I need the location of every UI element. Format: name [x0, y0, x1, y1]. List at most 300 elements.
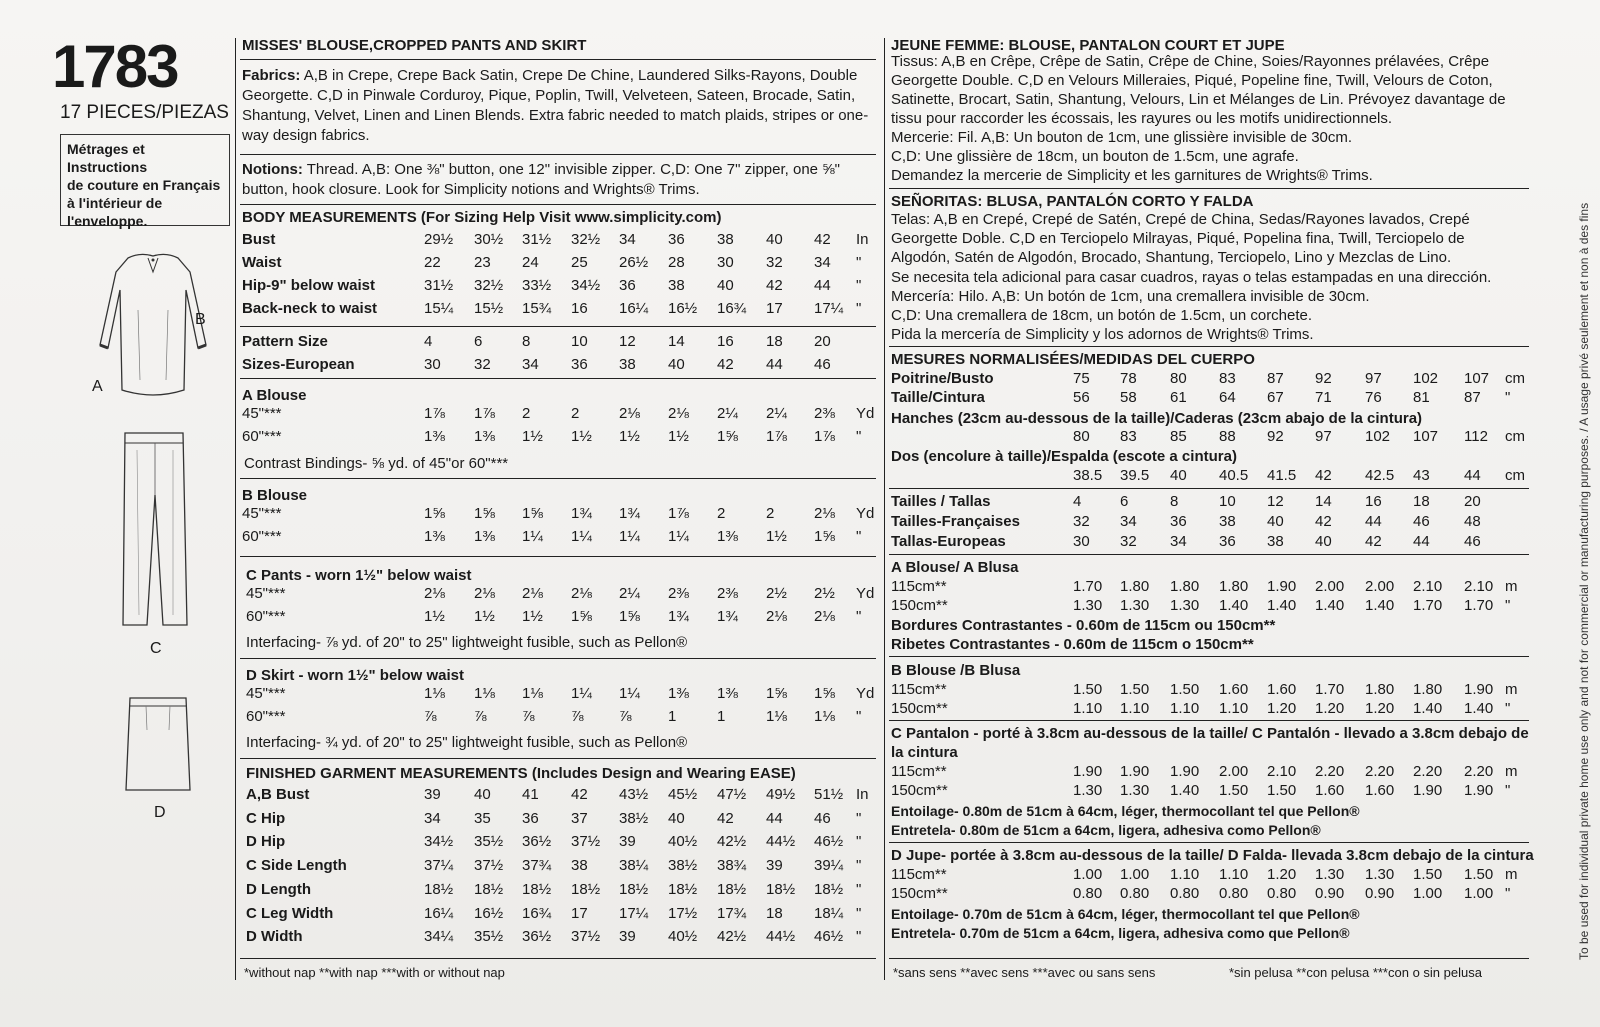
notions-label: Notions: — [242, 161, 303, 178]
table-cell: 44 — [1464, 467, 1481, 484]
table-cell: 1.20 — [1315, 700, 1345, 717]
table-cell: In — [856, 231, 869, 248]
table-cell: " — [1505, 782, 1511, 799]
table-cell: 1.60 — [1315, 782, 1345, 799]
table-cell: 40 — [717, 277, 734, 294]
row-label: Tailles-Françaises — [891, 513, 1020, 530]
table-cell: 36½ — [522, 928, 552, 946]
table-cell: 26½ — [619, 254, 649, 271]
row-label: D Width — [246, 928, 303, 946]
table-cell: 30 — [424, 356, 441, 373]
row-label: 115cm** — [891, 681, 947, 698]
table-cell: 46 — [814, 809, 831, 827]
table-cell: 1⅝ — [766, 685, 787, 702]
table-cell: 1 — [668, 708, 677, 725]
m-c-title-2: la cintura — [891, 744, 958, 761]
row-label: D Length — [246, 880, 311, 898]
row-label: 150cm** — [891, 597, 948, 614]
table-cell: m — [1505, 763, 1518, 780]
table-cell: 35 — [474, 809, 491, 827]
m-b-title: B Blouse /B Blusa — [891, 662, 1021, 679]
table-cell: 33½ — [522, 277, 552, 294]
table-cell: 1.50 — [1267, 782, 1297, 799]
table-cell: 1⅜ — [424, 528, 445, 545]
table-cell: 1.90 — [1464, 681, 1494, 698]
table-cell: 17¼ — [619, 904, 649, 922]
table-cell: m — [1505, 681, 1518, 698]
table-cell: 97 — [1315, 428, 1332, 445]
table-cell: 1.90 — [1267, 578, 1297, 595]
table-cell: 1.40 — [1365, 597, 1395, 614]
table-cell: 2.10 — [1464, 578, 1494, 595]
table-cell: 102 — [1413, 370, 1439, 387]
table-cell: 1.30 — [1073, 597, 1103, 614]
table-cell: 92 — [1267, 428, 1284, 445]
table-cell: cm — [1505, 467, 1525, 484]
table-cell: 1.90 — [1464, 782, 1494, 799]
skirt-illustration — [120, 690, 200, 800]
fabrics-label: Fabrics: — [242, 67, 301, 84]
table-cell: 87 — [1464, 389, 1481, 406]
row-label: Waist — [242, 254, 282, 271]
table-cell: cm — [1505, 370, 1525, 387]
table-cell: " — [856, 857, 862, 875]
table-cell: 20 — [814, 333, 831, 350]
table-cell: 1⅛ — [424, 685, 445, 702]
table-cell: 1 — [717, 708, 726, 725]
row-label: Pattern Size — [242, 333, 328, 350]
row-label: Sizes-European — [242, 356, 355, 373]
table-cell: 2⅛ — [571, 585, 592, 602]
table-cell: 18½ — [766, 880, 796, 898]
table-cell: 1¼ — [571, 685, 592, 702]
table-cell: Yd — [856, 585, 875, 602]
table-cell: 1¼ — [668, 528, 689, 545]
table-cell: 15¾ — [522, 300, 552, 317]
table-cell: 1⅜ — [717, 528, 738, 545]
fr-tissus: Tissus: A,B en Crêpe, Crêpe de Satin, Crêpe de Chine, Soies/Rayonnes prélavées, Crêpe Georgette Double. C,D en Velours Milleraies, Piqué, Popeline fine, Twill, Velours de Coton, Satinette, Brocart, Satin, Shantung, Velours, Lin et Mélanges de Lin. Prévoyez davantage de tissu pour raccorder les écossais, les rayures ou les motifs unidirectionnels. — [891, 53, 1506, 127]
table-cell: ⅞ — [571, 708, 584, 725]
table-cell: 2.20 — [1365, 763, 1395, 780]
table-cell: 1¼ — [571, 528, 592, 545]
row-label: 45"*** — [246, 685, 286, 702]
table-cell: 46½ — [814, 833, 844, 851]
table-cell: 1⅝ — [571, 608, 592, 625]
table-cell: 32 — [474, 356, 491, 373]
table-cell: 1.90 — [1170, 763, 1200, 780]
d-skirt-title: D Skirt - worn 1½" below waist — [246, 667, 464, 684]
fr-mercerie-1: Mercerie: Fil. A,B: Un bouton de 1cm, une glissière invisible de 30cm. — [891, 129, 1353, 146]
row-label: 45"*** — [242, 405, 282, 422]
table-cell: 38 — [1219, 513, 1236, 530]
table-cell: 37 — [571, 809, 588, 827]
table-cell: 2.20 — [1464, 763, 1494, 780]
table-cell: 32 — [1120, 533, 1137, 550]
table-cell: 1⅝ — [522, 505, 543, 522]
table-cell: 2⅛ — [814, 505, 835, 522]
table-cell: 107 — [1464, 370, 1490, 387]
table-cell: 38 — [668, 277, 685, 294]
fr-title: JEUNE FEMME: BLOUSE, PANTALON COURT ET JUPE — [891, 37, 1285, 54]
table-cell: 80 — [1170, 370, 1187, 387]
fr-box-line: Métrages et Instructions — [67, 141, 148, 175]
table-cell: 1.80 — [1219, 578, 1249, 595]
row-label: 115cm** — [891, 866, 947, 883]
es-telas: Telas: A,B en Crepé, Crepé de Satén, Crepé de China, Sedas/Rayones lavados, Crepé Georgette Doble. C,D en Terciopelo Milrayas, Piqué, Popelina fina, Twill, Terciopelo de Algodón, Satén de Algodón, Brocado, Shantung, Terciopelo, Lino y Mezclas de Lino. — [891, 211, 1470, 266]
pants-illustration — [115, 425, 195, 635]
table-cell: 78 — [1120, 370, 1137, 387]
table-cell: ⅞ — [474, 708, 487, 725]
table-cell: 24 — [522, 254, 539, 271]
table-cell: 92 — [1315, 370, 1332, 387]
notions-block — [242, 160, 874, 200]
table-cell: 43 — [1413, 467, 1430, 484]
table-cell: 15½ — [474, 300, 504, 317]
table-cell: 2.10 — [1267, 763, 1297, 780]
table-cell: 38½ — [668, 857, 698, 875]
table-cell: 1¼ — [619, 528, 640, 545]
table-cell: 2 — [766, 505, 775, 522]
table-cell: 1.30 — [1120, 782, 1150, 799]
table-cell: 35½ — [474, 833, 504, 851]
table-cell: 43½ — [619, 786, 649, 803]
table-cell: 42 — [1365, 533, 1382, 550]
a-blouse-title: A Blouse — [242, 387, 307, 404]
en-nap-footer: *without nap **with nap ***with or without nap — [244, 965, 505, 980]
table-cell: 1.30 — [1170, 597, 1200, 614]
table-cell: 30½ — [474, 231, 504, 248]
table-cell: 40½ — [668, 928, 698, 946]
table-cell: 34 — [1170, 533, 1187, 550]
table-cell: 2.20 — [1413, 763, 1443, 780]
table-cell: 1.30 — [1315, 866, 1345, 883]
table-cell: 16 — [717, 333, 734, 350]
table-cell: 18 — [766, 904, 783, 922]
es-merceria-1: Mercería: Hilo. A,B: Un botón de 1cm, una cremallera invisible de 30cm. — [891, 288, 1370, 305]
table-cell: 16 — [571, 300, 588, 317]
table-cell: 30 — [717, 254, 734, 271]
table-cell: " — [856, 904, 862, 922]
table-cell: 46 — [1464, 533, 1481, 550]
table-cell: " — [856, 608, 862, 625]
table-cell: 1½ — [571, 428, 592, 445]
row-label: 60"*** — [246, 608, 286, 625]
table-cell: 1.90 — [1073, 763, 1103, 780]
table-cell: In — [856, 786, 869, 803]
table-cell: 0.80 — [1120, 885, 1150, 902]
table-cell: 1⅞ — [668, 505, 689, 522]
table-cell: 2⅜ — [814, 405, 835, 422]
table-cell: 2⅜ — [668, 585, 689, 602]
row-label: Poitrine/Busto — [891, 370, 994, 387]
table-cell: 30 — [1073, 533, 1090, 550]
table-cell: 2⅛ — [424, 585, 445, 602]
m-a-note-1: Bordures Contrastantes - 0.60m de 115cm ou 150cm** — [891, 617, 1276, 634]
table-cell: 1⅞ — [474, 405, 495, 422]
table-cell: 1.80 — [1120, 578, 1150, 595]
table-cell: 32½ — [474, 277, 504, 294]
d-interfacing-note: Interfacing- ¾ yd. of 20" to 25" lightweight fusible, such as Pellon® — [246, 734, 688, 751]
table-cell: 2⅛ — [668, 405, 689, 422]
table-cell: 2¼ — [766, 405, 787, 422]
table-cell: 1¾ — [619, 505, 640, 522]
table-cell: 44½ — [766, 833, 796, 851]
fr-nap-footer: *sans sens **avec sens ***avec ou sans sens — [893, 965, 1156, 980]
table-cell: 1.20 — [1267, 866, 1297, 883]
row-label: Back-neck to waist — [242, 300, 378, 317]
table-cell: 42½ — [717, 928, 747, 946]
table-cell: 1.10 — [1120, 700, 1150, 717]
table-cell: ⅞ — [522, 708, 535, 725]
table-cell: " — [856, 809, 862, 827]
table-cell: 34 — [1120, 513, 1137, 530]
table-cell: 34 — [424, 809, 441, 827]
table-cell: " — [856, 428, 862, 445]
row-label: 60"*** — [242, 528, 282, 545]
table-cell: 2⅜ — [717, 585, 738, 602]
table-cell: 2⅛ — [522, 585, 543, 602]
table-cell: 38.5 — [1073, 467, 1103, 484]
table-cell: 2 — [522, 405, 531, 422]
m-a-note-2: Ribetes Contrastantes - 0.60m de 115cm o 150cm** — [891, 636, 1254, 653]
table-cell: ⅞ — [424, 708, 437, 725]
french-instructions-box — [60, 134, 230, 229]
table-cell: 1⅝ — [814, 528, 835, 545]
table-cell: 102 — [1365, 428, 1391, 445]
m-d-note-2: Entretela- 0.70m de 51cm a 64cm, ligera, adhesiva como que Pellon® — [891, 925, 1350, 941]
row-label: Hip-9" below waist — [242, 277, 375, 294]
table-cell: 61 — [1170, 389, 1187, 406]
table-cell: Yd — [856, 505, 875, 522]
table-cell: 18½ — [474, 880, 504, 898]
table-cell: 1.90 — [1413, 782, 1443, 799]
row-label: 150cm** — [891, 885, 948, 902]
label-b: B — [195, 311, 206, 328]
table-cell: 1.70 — [1413, 597, 1443, 614]
table-cell: 0.80 — [1267, 885, 1297, 902]
m-d-note-1: Entoilage- 0.70m de 51cm à 64cm, léger, thermocollant tel que Pellon® — [891, 906, 1360, 922]
table-cell: 1⅜ — [424, 428, 445, 445]
table-cell: 1.10 — [1170, 866, 1200, 883]
table-cell: 17 — [766, 300, 783, 317]
table-cell: 2⅛ — [474, 585, 495, 602]
table-cell: 1⅜ — [717, 685, 738, 702]
table-cell: 39¼ — [814, 857, 844, 875]
table-cell: 38 — [571, 857, 588, 875]
table-cell: 36½ — [522, 833, 552, 851]
table-cell: 51½ — [814, 786, 844, 803]
m-d-title: D Jupe- portée à 3.8cm au-dessous de la taille/ D Falda- llevada 3.8cm debajo de la cintura — [891, 847, 1534, 864]
table-cell: 1.10 — [1219, 866, 1249, 883]
table-cell: m — [1505, 866, 1518, 883]
label-d: D — [154, 804, 166, 821]
table-cell: 18½ — [668, 880, 698, 898]
table-cell: 18¼ — [814, 904, 844, 922]
table-cell: 39 — [424, 786, 441, 803]
table-cell: 34½ — [571, 277, 601, 294]
table-cell: 46 — [814, 356, 831, 373]
table-cell: 64 — [1219, 389, 1236, 406]
row-label: 60"*** — [246, 708, 286, 725]
fr-mercerie-2: C,D: Une glissière de 18cm, un bouton de 1.5cm, une agrafe. — [891, 148, 1299, 165]
table-cell: 2½ — [814, 585, 835, 602]
table-cell: 1.50 — [1413, 866, 1443, 883]
table-cell: 47½ — [717, 786, 747, 803]
table-cell: 17¼ — [814, 300, 844, 317]
table-cell: 42 — [571, 786, 588, 803]
table-cell: 1.80 — [1413, 681, 1443, 698]
table-cell: 46½ — [814, 928, 844, 946]
table-cell: 83 — [1219, 370, 1236, 387]
m-c-title-1: C Pantalon - porté à 3.8cm au-dessous de la taille/ C Pantalón - llevado a 3.8cm debajo de — [891, 725, 1529, 742]
table-cell: 45½ — [668, 786, 698, 803]
usage-disclaimer: To be used for individual private home use only and not for commercial or manufacturing purposes. / A usage privé seulement et non à des fins — [1577, 202, 1591, 960]
row-label: 45"*** — [246, 585, 286, 602]
table-cell: 1.40 — [1170, 782, 1200, 799]
table-cell: 1.10 — [1170, 700, 1200, 717]
table-cell: 34 — [619, 231, 636, 248]
table-cell: 39 — [619, 833, 636, 851]
table-cell: 97 — [1365, 370, 1382, 387]
table-cell: 1.60 — [1267, 681, 1297, 698]
m-c-note-2: Entretela- 0.80m de 51cm a 64cm, ligera, adhesiva como Pellon® — [891, 822, 1321, 838]
table-cell: 34¼ — [424, 928, 454, 946]
table-cell: 18½ — [522, 880, 552, 898]
table-cell: 42½ — [717, 833, 747, 851]
table-cell: 1⅝ — [424, 505, 445, 522]
table-cell: 1⅛ — [766, 708, 787, 725]
table-cell: 37½ — [474, 857, 504, 875]
row-label: Taille/Cintura — [891, 389, 985, 406]
table-cell: 1.90 — [1120, 763, 1150, 780]
finished-measurements-header: FINISHED GARMENT MEASUREMENTS (Includes Design and Wearing EASE) — [246, 765, 796, 782]
es-merceria-2: C,D: Una cremallera de 18cm, un botón de 1.5cm, un corchete. — [891, 307, 1313, 324]
table-cell: 17¾ — [717, 904, 747, 922]
table-cell: 1.10 — [1073, 700, 1103, 717]
table-cell: 1.70 — [1315, 681, 1345, 698]
table-cell: 18½ — [571, 880, 601, 898]
table-cell: 36 — [1170, 513, 1187, 530]
table-cell: 38 — [717, 231, 734, 248]
table-cell: 37½ — [571, 833, 601, 851]
table-cell: 40 — [1267, 513, 1284, 530]
table-cell: 2¼ — [717, 405, 738, 422]
table-cell: 34 — [522, 356, 539, 373]
table-cell: 58 — [1120, 389, 1137, 406]
divider — [884, 38, 885, 980]
table-cell: 0.80 — [1073, 885, 1103, 902]
table-cell: 23 — [474, 254, 491, 271]
table-cell: 1⅛ — [474, 685, 495, 702]
table-cell: 1⅞ — [766, 428, 787, 445]
table-cell: 1.30 — [1120, 597, 1150, 614]
table-cell: 39 — [619, 928, 636, 946]
table-cell: " — [856, 880, 862, 898]
table-cell: 2⅛ — [766, 608, 787, 625]
table-cell: 83 — [1120, 428, 1137, 445]
fr-box-line: l'enveloppe. — [67, 213, 148, 229]
table-cell: 1⅝ — [474, 505, 495, 522]
table-cell: 1.30 — [1073, 782, 1103, 799]
table-cell: 22 — [424, 254, 441, 271]
table-cell: 12 — [1267, 493, 1284, 510]
metric-header: MESURES NORMALISÉES/MEDIDAS DEL CUERPO — [891, 351, 1255, 368]
table-cell: 1.50 — [1464, 866, 1494, 883]
row-label: Tallas-Europeas — [891, 533, 1006, 550]
table-cell: 1⅛ — [522, 685, 543, 702]
es-merceria-3: Pida la mercería de Simplicity y los adornos de Wrights® Trims. — [891, 326, 1314, 343]
table-cell: 10 — [1219, 493, 1236, 510]
table-cell: 18 — [766, 333, 783, 350]
table-cell: 0.80 — [1219, 885, 1249, 902]
table-cell: 42 — [717, 356, 734, 373]
table-cell: 36 — [571, 356, 588, 373]
table-cell: 39.5 — [1120, 467, 1150, 484]
table-cell: 1.50 — [1219, 782, 1249, 799]
table-cell: 1.00 — [1073, 866, 1103, 883]
table-cell: " — [856, 254, 862, 271]
table-cell: 1¼ — [619, 685, 640, 702]
table-cell: 1.70 — [1464, 597, 1494, 614]
dos-label: Dos (encolure à taille)/Espalda (escote a cintura) — [891, 448, 1237, 465]
body-measurements-header: BODY MEASUREMENTS (For Sizing Help Visit www.simplicity.com) — [242, 209, 722, 226]
table-cell: 1¾ — [668, 608, 689, 625]
table-cell: 44 — [766, 356, 783, 373]
table-cell: 36 — [1219, 533, 1236, 550]
es-extra: Se necesita tela adicional para casar cuadros, rayas o telas estampadas en una dirección. — [891, 269, 1492, 286]
table-cell: " — [1505, 885, 1511, 902]
fr-mercerie-3: Demandez la mercerie de Simplicity et les garnitures de Wrights® Trims. — [891, 167, 1373, 184]
table-cell: 85 — [1170, 428, 1187, 445]
table-cell: 40 — [1315, 533, 1332, 550]
table-cell: " — [856, 528, 862, 545]
es-title: SEÑORITAS: BLUSA, PANTALÓN CORTO Y FALDA — [891, 193, 1254, 210]
table-cell: 1.50 — [1073, 681, 1103, 698]
pieces-count: 17 PIECES/PIEZAS — [60, 102, 229, 123]
table-cell: 16½ — [668, 300, 698, 317]
table-cell: 18½ — [717, 880, 747, 898]
table-cell: " — [1505, 597, 1511, 614]
row-label: 60"*** — [242, 428, 282, 445]
table-cell: 1⅝ — [814, 685, 835, 702]
table-cell: 1.00 — [1120, 866, 1150, 883]
table-cell: 2.20 — [1315, 763, 1345, 780]
table-cell: 4 — [424, 333, 433, 350]
notions-text: Thread. A,B: One ⅜" button, one 12" invisible zipper. C,D: One 7" zipper, one ⅝" button, hook closure. Look for Simplicity notions and Wrights® Trims. — [242, 161, 841, 198]
table-cell: 1⅜ — [474, 528, 495, 545]
table-cell: 8 — [522, 333, 531, 350]
table-cell: 2⅛ — [619, 405, 640, 422]
table-cell: 40 — [668, 356, 685, 373]
table-cell: " — [856, 928, 862, 946]
row-label: C Hip — [246, 809, 286, 827]
table-cell: 1¾ — [571, 505, 592, 522]
table-cell: 2 — [571, 405, 580, 422]
table-cell: 20 — [1464, 493, 1481, 510]
table-cell: 75 — [1073, 370, 1090, 387]
table-cell: 10 — [571, 333, 588, 350]
table-cell: 88 — [1219, 428, 1236, 445]
table-cell: 38¾ — [717, 857, 747, 875]
table-cell: 1.50 — [1120, 681, 1150, 698]
contrast-bindings-note: Contrast Bindings- ⅝ yd. of 45"or 60"*** — [244, 455, 509, 472]
table-cell: " — [856, 833, 862, 851]
table-cell: 1½ — [522, 608, 543, 625]
table-cell: 1.30 — [1365, 866, 1395, 883]
table-cell: 44 — [814, 277, 831, 294]
table-cell: 18 — [1413, 493, 1430, 510]
table-cell: 0.80 — [1170, 885, 1200, 902]
